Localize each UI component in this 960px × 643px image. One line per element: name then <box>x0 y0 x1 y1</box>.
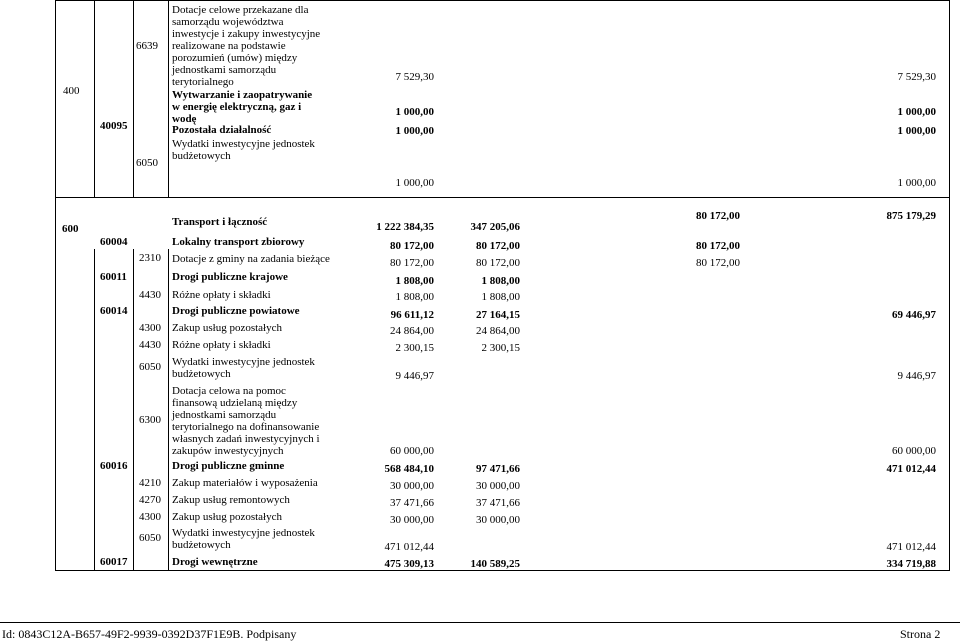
amount-cell: 24 864,00 <box>476 325 520 337</box>
amount-total-cell: 471 012,44 <box>886 541 936 553</box>
amount-cell: 140 589,25 <box>470 558 520 570</box>
position-name: Wytwarzanie i zaopatrywanie w energię elektryczną, gaz i wodę <box>172 89 313 125</box>
amount-cell: 30 000,00 <box>390 514 434 526</box>
position-name: Drogi publiczne gminne <box>172 460 285 472</box>
position-name: Zakup usług remontowych <box>172 494 290 506</box>
amount-cell: 80 172,00 <box>696 240 740 252</box>
column-divider <box>133 249 134 571</box>
position-name: Pozostała działalność <box>172 124 272 136</box>
amount-cell: 7 529,30 <box>395 71 434 83</box>
position-name: Wydatki inwestycyjne jednostek budżetowych <box>172 356 315 380</box>
position-name: Różne opłaty i składki <box>172 289 271 301</box>
amount-cell: 2 300,15 <box>395 342 434 354</box>
paragraf-code: 4300 <box>139 511 161 523</box>
amount-cell: 30 000,00 <box>476 480 520 492</box>
page-number: Strona 2 <box>900 627 941 641</box>
paragraf-code: 6300 <box>139 414 161 426</box>
amount-cell: 80 172,00 <box>696 210 740 222</box>
amount-total-cell: 1 000,00 <box>897 106 936 118</box>
column-divider <box>168 0 169 197</box>
paragraf-code: 2310 <box>139 252 161 264</box>
position-name: Wydatki inwestycyjne jednostek budżetowych <box>172 138 315 162</box>
amount-cell: 1 222 384,35 <box>376 221 434 233</box>
position-name: Drogi publiczne powiatowe <box>172 305 300 317</box>
amount-cell: 1 000,00 <box>395 125 434 137</box>
column-divider <box>94 249 95 571</box>
amount-cell: 568 484,10 <box>384 463 434 475</box>
paragraf-code: 4430 <box>139 339 161 351</box>
position-name: Różne opłaty i składki <box>172 339 271 351</box>
amount-cell: 1 808,00 <box>481 275 520 287</box>
position-name: Dotacja celowa na pomoc finansową udzielaną między jednostkami samorządu terytorialnego na dofinansowanie własnych zadań inwestycyjnych i zakupów inwestycyjnych <box>172 385 320 457</box>
amount-total-cell: 875 179,29 <box>886 210 936 222</box>
amount-cell: 60 000,00 <box>390 445 434 457</box>
amount-total-cell: 334 719,88 <box>886 558 936 570</box>
column-divider <box>133 0 134 197</box>
position-name: Drogi publiczne krajowe <box>172 271 288 283</box>
amount-cell: 1 808,00 <box>395 291 434 303</box>
amount-total-cell: 60 000,00 <box>892 445 936 457</box>
amount-cell: 1 808,00 <box>481 291 520 303</box>
amount-cell: 24 864,00 <box>390 325 434 337</box>
amount-cell: 80 172,00 <box>476 257 520 269</box>
amount-cell: 96 611,12 <box>390 309 434 321</box>
paragraf-code: 6639 <box>136 40 158 52</box>
position-name: Zakup usług pozostałych <box>172 511 282 523</box>
amount-cell: 80 172,00 <box>696 257 740 269</box>
rozdzial-code: 60014 <box>100 305 128 317</box>
amount-cell: 475 309,13 <box>384 558 434 570</box>
amount-cell: 30 000,00 <box>390 480 434 492</box>
amount-cell: 1 000,00 <box>395 106 434 118</box>
amount-cell: 27 164,15 <box>476 309 520 321</box>
dzial-code: 600 <box>62 223 79 235</box>
rozdzial-code: 60011 <box>100 271 127 283</box>
table-rule <box>55 570 950 571</box>
dzial-code: 400 <box>63 85 80 97</box>
paragraf-code: 6050 <box>139 532 161 544</box>
amount-cell: 347 205,06 <box>470 221 520 233</box>
amount-cell: 1 808,00 <box>395 275 434 287</box>
position-name: Dotacje z gminy na zadania bieżące <box>172 253 330 265</box>
rozdzial-code: 60017 <box>100 556 128 568</box>
position-name: Wydatki inwestycyjne jednostek budżetowych <box>172 527 315 551</box>
paragraf-code: 4210 <box>139 477 161 489</box>
amount-cell: 80 172,00 <box>390 257 434 269</box>
paragraf-code: 4300 <box>139 322 161 334</box>
amount-cell: 80 172,00 <box>390 240 434 252</box>
paragraf-code: 4270 <box>139 494 161 506</box>
amount-cell: 9 446,97 <box>395 370 434 382</box>
amount-total-cell: 9 446,97 <box>897 370 936 382</box>
amount-total-cell: 1 000,00 <box>897 177 936 189</box>
amount-total-cell: 7 529,30 <box>897 71 936 83</box>
paragraf-code: 4430 <box>139 289 161 301</box>
amount-cell: 2 300,15 <box>481 342 520 354</box>
amount-total-cell: 471 012,44 <box>886 463 936 475</box>
rozdzial-code: 60004 <box>100 236 128 248</box>
rozdzial-code: 60016 <box>100 460 128 472</box>
amount-cell: 471 012,44 <box>384 541 434 553</box>
table-rule <box>55 0 950 1</box>
position-name: Zakup materiałów i wyposażenia <box>172 477 318 489</box>
amount-total-cell: 1 000,00 <box>897 125 936 137</box>
footer-rule <box>0 622 960 623</box>
column-divider <box>94 0 95 197</box>
table-rule <box>55 0 56 571</box>
paragraf-code: 6050 <box>139 361 161 373</box>
position-name: Drogi wewnętrzne <box>172 556 258 568</box>
position-name: Dotacje celowe przekazane dla samorządu województwa inwestycje i zakupy inwestycyjne realizowane na podstawie porozumień (umów) między jednostkami samorządu terytorialnego <box>172 4 321 88</box>
document-id: Id: 0843C12A-B657-49F2-9939-0392D37F1E9B. Podpisany <box>2 627 297 641</box>
table-rule <box>949 0 950 571</box>
amount-cell: 80 172,00 <box>476 240 520 252</box>
amount-cell: 1 000,00 <box>395 177 434 189</box>
position-name: Lokalny transport zbiorowy <box>172 236 305 248</box>
amount-cell: 37 471,66 <box>476 497 520 509</box>
table-rule <box>55 197 950 198</box>
position-name: Transport i łączność <box>172 216 268 228</box>
amount-cell: 37 471,66 <box>390 497 434 509</box>
paragraf-code: 6050 <box>136 157 158 169</box>
amount-total-cell: 69 446,97 <box>892 309 936 321</box>
position-name: Zakup usług pozostałych <box>172 322 282 334</box>
rozdzial-code: 40095 <box>100 120 128 132</box>
column-divider <box>168 249 169 571</box>
amount-cell: 97 471,66 <box>476 463 520 475</box>
amount-cell: 30 000,00 <box>476 514 520 526</box>
